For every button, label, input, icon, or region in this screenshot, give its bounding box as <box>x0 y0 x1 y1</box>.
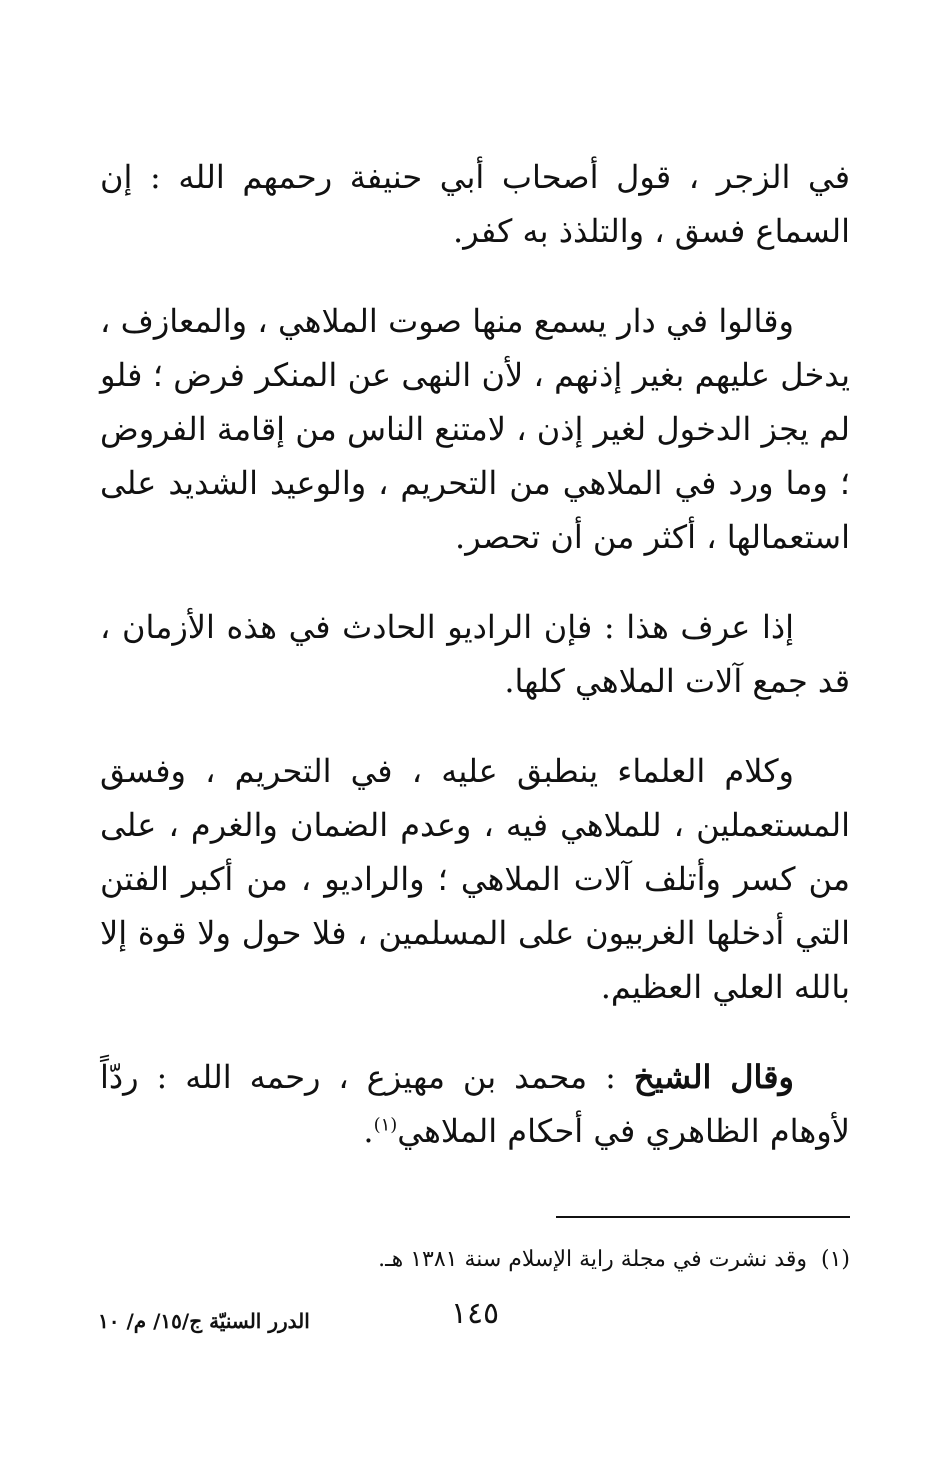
source-reference: الدرر السنيّة ج/١٥/ م/ ١٠ <box>98 1309 310 1333</box>
paragraph-5-end: . <box>363 1112 374 1150</box>
paragraph-5 <box>100 1050 850 1158</box>
paragraph-3: إذا عرف هذا : فإن الراديو الحادث في هذه الأزمان ، قد جمع آلات الملاهي كلها. <box>100 608 850 700</box>
footnote-text: وقد نشرت في مجلة راية الإسلام سنة ١٣٨١ هـ. <box>378 1247 807 1272</box>
paragraph-lead: وقال الشيخ <box>633 1058 795 1096</box>
paragraph-2: وقالوا في دار يسمع منها صوت الملاهي ، والمعازف ، يدخل عليهم بغير إذنهم ، لأن النهى عن المنكر فرض ؛ فلو لم يجز الدخول لغير إذن ، لامتنع الناس من إقامة الفروض ؛ وما ورد في الملاهي من التحريم ، والوعيد الشديد على استعمالها ، أكثر من أن تحصر. <box>100 302 851 556</box>
footnote <box>100 1242 850 1278</box>
paragraph-4: وكلام العلماء ينطبق عليه ، في التحريم ، وفسق المستعملين ، للملاهي فيه ، وعدم الضمان والغرم ، على من كسر وأتلف آلات الملاهي ؛ والراديو ، من أكبر الفتن التي أدخلها الغربيون على المسلمين ، فلا حول ولا قوة إلا بالله العلي العظيم. <box>100 752 851 1006</box>
footnote-number: (١) <box>820 1247 850 1272</box>
paragraph-1: في الزجر ، قول أصحاب أبي حنيفة رحمهم الله : إن السماع فسق ، والتلذذ به كفر. <box>100 158 850 250</box>
paragraph-5-text: : محمد بن مهيزع ، رحمه الله : ردّاً لأوهام الظاهري في أحكام الملاهي <box>100 1058 850 1150</box>
page-number: ١٤٥ <box>450 1296 500 1331</box>
body-text <box>100 150 850 1194</box>
footnote-reference[interactable]: (١) <box>373 1114 398 1136</box>
footnote-divider <box>556 1216 850 1218</box>
